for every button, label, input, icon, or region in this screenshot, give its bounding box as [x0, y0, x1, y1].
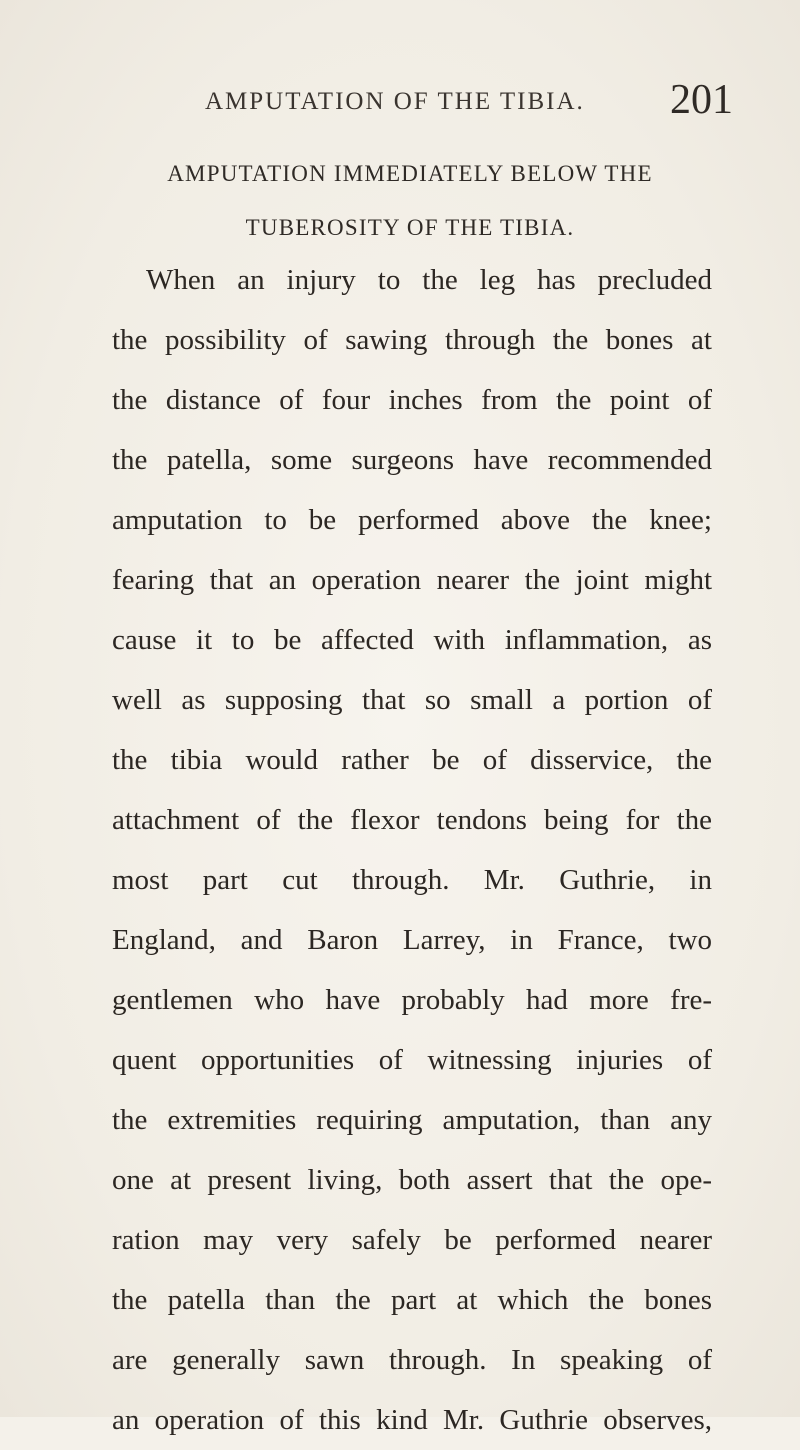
text-line: the possibility of sawing through the bones at [112, 324, 712, 356]
running-head: AMPUTATION OF THE TIBIA. [205, 88, 585, 115]
text-line: the extremities requiring amputation, than any [112, 1104, 712, 1136]
text-line: fearing that an operation nearer the joint might [112, 564, 712, 596]
text-line: the patella, some surgeons have recommended [112, 444, 712, 476]
text-line: quent opportunities of witnessing injuries of [112, 1044, 712, 1076]
text-line: England, and Baron Larrey, in France, two [112, 924, 712, 956]
text-line: well as supposing that so small a portion of [112, 684, 712, 716]
text-line: the tibia would rather be of disservice, the [112, 744, 712, 776]
section-heading-line: AMPUTATION IMMEDIATELY BELOW THE [167, 161, 653, 186]
text-line: gentlemen who have probably had more fre- [112, 984, 712, 1016]
text-line: cause it to be affected with inflammation, as [112, 624, 712, 656]
section-heading [110, 147, 710, 255]
text-line: are generally sawn through. In speaking of [112, 1344, 712, 1376]
text-line: the patella than the part at which the bones [112, 1284, 712, 1316]
section-heading-line: TUBEROSITY OF THE TIBIA. [245, 215, 575, 240]
text-line: one at present living, both assert that the ope- [112, 1164, 712, 1196]
text-line: attachment of the flexor tendons being for the [112, 804, 712, 836]
text-line: the distance of four inches from the point of [112, 384, 712, 416]
text-line: When an injury to the leg has precluded [146, 264, 712, 296]
text-line: amputation to be performed above the knee; [112, 504, 712, 536]
body-paragraph [112, 250, 712, 1450]
page-number: 201 [670, 77, 733, 123]
text-line: ration may very safely be performed nearer [112, 1224, 712, 1256]
text-line: most part cut through. Mr. Guthrie, in [112, 864, 712, 896]
text-line: an operation of this kind Mr. Guthrie observes, [112, 1404, 712, 1436]
